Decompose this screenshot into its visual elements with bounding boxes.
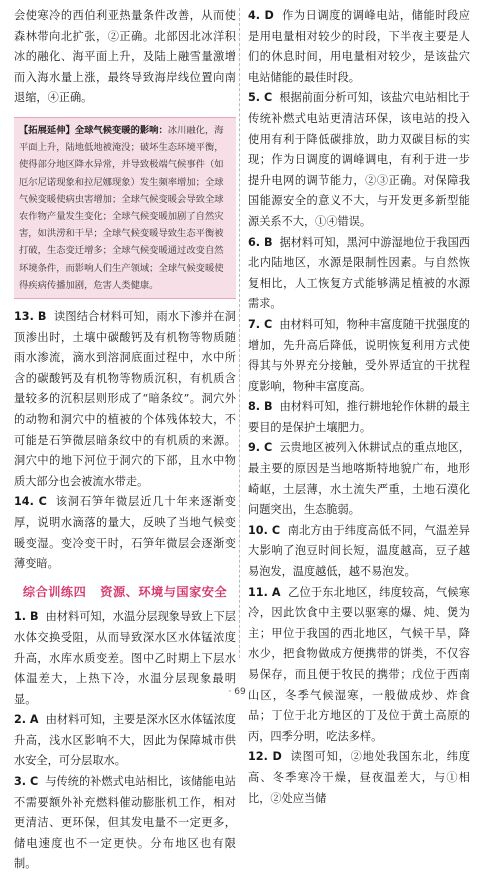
answer-11-text: 乙位于东北地区，纬度较高，气候寒冷，因此饮食中主要以驱寒的爆、炖、煲为主；甲位于我国的西北地区，气候干旱，降水少，把食物做成方便携带的饼类，不仅容易保存，而且便于牧民的携带；戊位于西南山区，冬季气候湿寒，一般做成炒、炸食品；丁位于北方地区的丁及位于黄土高原的丙，四季分明，吃法多样。 [248,585,470,743]
answer-14-text: 该洞石笋年微层近几十年来逐渐变厚，说明水滴落的量大，反映了当地气候变暖变湿。变冷变干时，石笋年微层会逐渐变薄变暗。 [14,495,236,571]
extension-box [14,117,236,299]
answer-12-text: 读图可知，②地处我国东北，纬度高、冬季寒冷干燥，昼夜温差大，与①相比，②处应当储 [248,750,470,805]
answer-13 [14,307,236,492]
answer-12-number: 12. D [248,750,282,764]
answer-7-text: 由材料可知，物种丰富度随干扰强度的增加，先升高后降低，说明恢复利用方式使得其与外界充分接触，受外界适宜的干扰程度影响，物种丰富度高。 [248,317,470,393]
answer-10-text: 南北方由于纬度高低不同，气温差异大影响了泡豆时间长短，温度越高，豆子越易泡发，温度越低，越不易泡发。 [248,523,470,579]
left-column [14,6,236,875]
answer-11 [248,583,470,748]
answer-13-text: 读图结合材料可知，雨水下渗并在洞顶渗出时，土壤中碳酸钙及有机物等物质随雨水渗流，滴水到溶洞底面过程中，水中所含的碳酸钙及有机物等物质沉积，有机质含量较多的沉积层则形成了“暗条纹”。洞穴外的动物和洞穴中的植被的个体残体较大，不可能是石笋微层暗条纹中的有机质的来源。洞穴中的地下河位于洞穴的下部，且水中物质大部分也会被流水带走。 [14,310,236,488]
answer-14 [14,492,236,574]
answer-1-number: 1. B [14,610,39,624]
answer-14-number: 14. C [14,495,47,509]
answer-4 [248,6,470,88]
extension-box-body: 冰川融化，海平面上升，陆地低地被淹没；破坏生态环境平衡，使得部分地区降水异常，并导致极端气候事件（如厄尔尼诺现象和拉尼娜现象）发生频率增加；全球气候变暖使病虫害增加；全球气候变暖会导致全球农作物产量发生变化；全球气候变暖加剧了自然灾害，如洪涝和干旱；全球气候变暖导致生态平衡被打破，生态变迁增多；全球气候变暖通过改变自然环境条件，而影响人们生产领域；全球气候变暖使得疾病传播加剧，危害人类健康。 [19,124,224,291]
answer-8 [248,397,470,438]
answer-4-number: 4. D [248,9,274,22]
answer-8-text: 由材料可知，推行耕地轮作休耕的最主要目的是保护土壤肥力。 [248,400,470,434]
answer-11-number: 11. A [248,585,281,599]
answer-13-number: 13. B [14,310,47,323]
answer-6-text: 据材料可知，黑河中游湿地位于我国西北内陆地区，水源是限制性因素。与自然恢复相比，人工恢复方式能够满足植被的水源需求。 [248,235,470,311]
answer-6-number: 6. B [248,235,273,249]
answer-2-text: 由材料可知，主要是深水区水体锰浓度升高，浅水区影响不大，因此为保障城市供水安全，可分层取水。 [14,713,236,768]
extension-box-title: 【拓展延伸】全球气候变暖的影响： [19,124,168,136]
answer-5 [248,88,470,232]
column-divider [239,8,240,658]
answer-6 [248,233,470,315]
answer-10-number: 10. C [248,523,281,537]
section-heading-title: 资源、环境与国家安全 [100,584,228,599]
answer-2 [14,710,236,772]
answer-9-text: 云贵地区被列入休耕试点的重点地区，最主要的原因是当地喀斯特地貌广布，地形崎岖，土层薄，水土流失严重，土地石漠化问题突出，生态脆弱。 [248,441,470,517]
answer-9-number: 9. C [248,441,273,455]
answer-8-number: 8. B [248,400,273,414]
answer-3-text: 与传统的补燃式电站相比，该储能电站不需要额外补充燃料催动膨胀机工作，相对更清洁、更环保，但其发电量不一定更多，储电速度也不一定更快。分布地区也有限制。 [14,775,236,871]
answer-10 [248,521,470,583]
section-heading [14,582,236,603]
answer-9 [248,438,470,520]
answer-7-number: 7. C [248,317,273,331]
answer-1-text: 由材料可知，水温分层现象导致上下层水体交换受阻，从而导致深水区水体锰浓度升高，水库水质变差。图中乙时期上下层水体温差大，上热下冷，水温分层现象最明显。 [14,610,236,706]
answer-2-number: 2. A [14,713,39,727]
answer-4-text: 作为日调度的调峰电站，储能时段应是用电量相对较少的时段，下半夜主要是人们的休息时间，用电量相对较少，是该盐穴电站储能的最佳时段。 [248,9,470,84]
answer-3-number: 3. C [14,775,39,789]
answer-5-number: 5. C [248,91,273,105]
answer-5-text: 根据前面分析可知，该盐穴电站相比于传统补燃式电站更清洁环保，该电站的投入使用有利于降低碳排放，助力双碳目标的实现；作为日调度的调峰调电，有利于进一步提升电网的调节能力，②③正确。对保障我国能源安全的意义不大，与开发更多新型能源关系不大，①④错误。 [248,91,470,228]
answer-3 [14,772,236,875]
page-number: · 69 · [228,687,252,697]
answer-12 [248,747,470,809]
section-heading-number: 综合训练四 [22,584,87,599]
answer-7 [248,315,470,397]
answer-continuation: 会使寒冷的西伯利亚热量条件改善，从而使森林带向北扩张，②正确。北部因北冰洋积冰的融化、海平面上升，及陆上融雪量激增而入海水量上涨，最终导致海岸线位置向南退缩，④正确。 [14,9,236,105]
